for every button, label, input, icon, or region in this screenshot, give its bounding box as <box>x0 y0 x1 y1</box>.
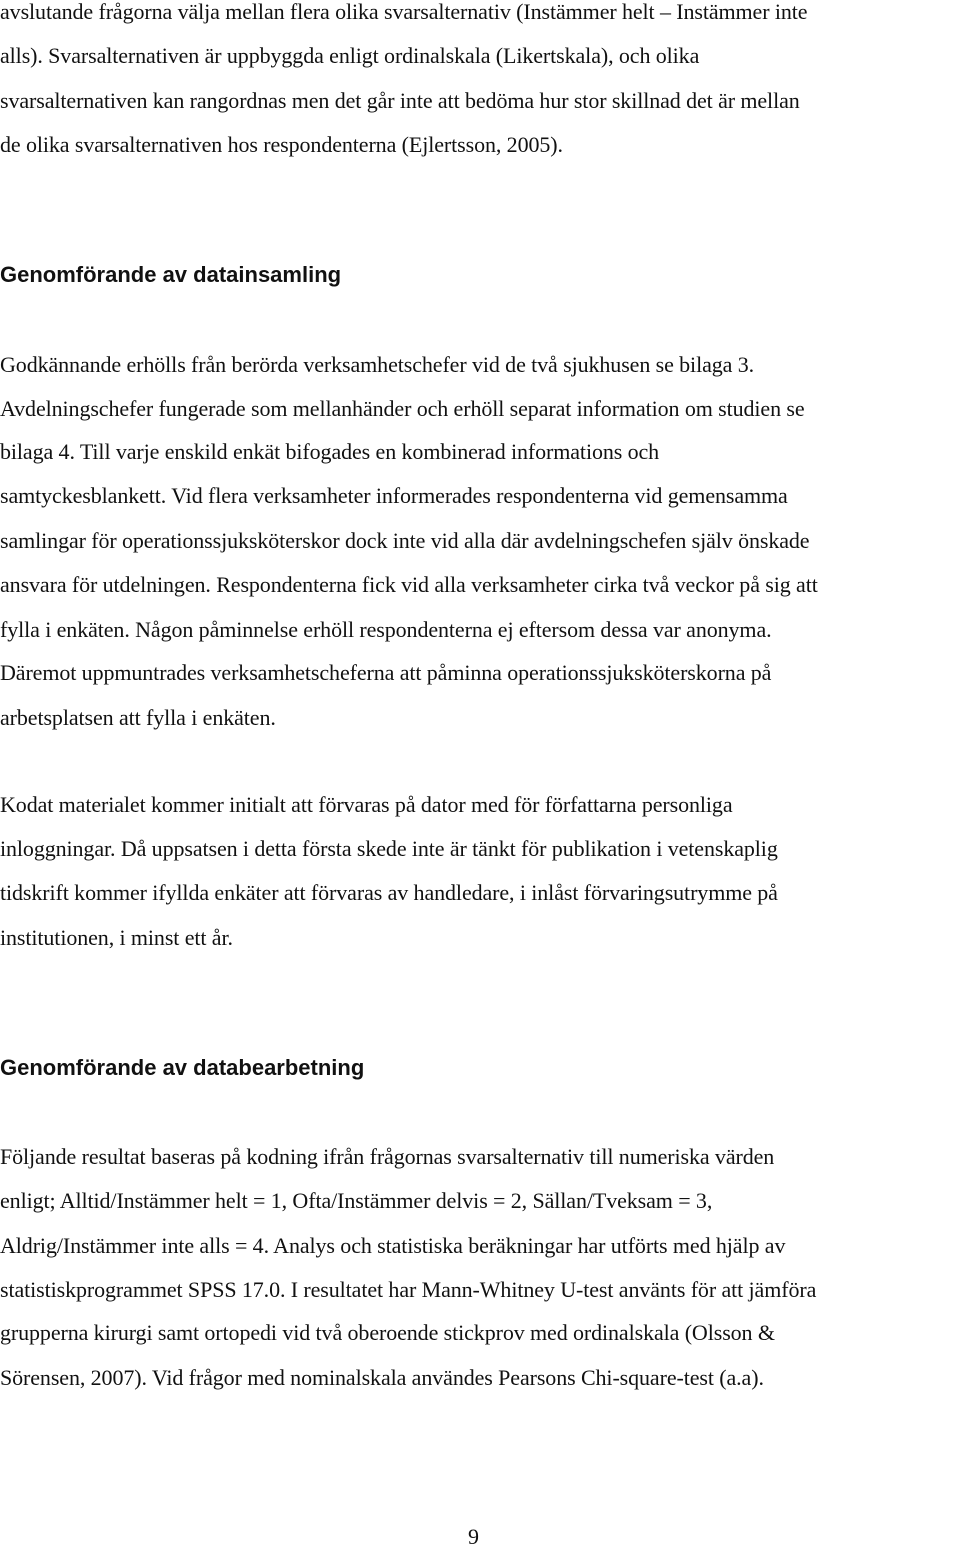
text-line: Sörensen, 2007). Vid frågor med nominalskala användes Pearsons Chi-square-test (a.a). <box>0 1365 764 1390</box>
text-line: alls). Svarsalternativen är uppbyggda enligt ordinalskala (Likertskala), och olika <box>0 43 700 68</box>
section-heading-databearbetning: Genomförande av databearbetning <box>0 1055 365 1080</box>
text-line: de olika svarsalternativen hos respondenterna (Ejlertsson, 2005). <box>0 132 563 157</box>
text-line: samtyckesblankett. Vid flera verksamheter informerades respondenterna vid gemensamma <box>0 483 788 508</box>
text-line: grupperna kirurgi samt ortopedi vid två oberoende stickprov med ordinalskala (Olsson & <box>0 1320 775 1345</box>
text-line: enligt; Alltid/Instämmer helt = 1, Ofta/Instämmer delvis = 2, Sällan/Tveksam = 3, <box>0 1188 713 1213</box>
text-line: ansvara för utdelningen. Respondenterna fick vid alla verksamheter cirka två veckor på sig att <box>0 572 818 597</box>
text-line: Avdelningschefer fungerade som mellanhänder och erhöll separat information om studien se <box>0 396 805 421</box>
text-line: Kodat materialet kommer initialt att förvaras på dator med för författarna personliga <box>0 792 733 817</box>
text-line: Följande resultat baseras på kodning ifrån frågornas svarsalternativ till numeriska värden <box>0 1144 775 1169</box>
text-line: arbetsplatsen att fylla i enkäten. <box>0 705 276 730</box>
text-line: statistiskprogrammet SPSS 17.0. I resultatet har Mann-Whitney U-test använts för att jämföra <box>0 1277 817 1302</box>
text-line: bilaga 4. Till varje enskild enkät bifogades en kombinerad informations och <box>0 439 660 464</box>
text-line: Däremot uppmuntrades verksamhetscheferna att påminna operationssjuksköterskorna på <box>0 660 772 685</box>
text-line: samlingar för operationssjuksköterskor dock inte vid alla där avdelningschefen själv önskade <box>0 528 810 553</box>
text-line: svarsalternativen kan rangordnas men det går inte att bedöma hur stor skillnad det är mellan <box>0 88 800 113</box>
text-line: Godkännande erhölls från berörda verksamhetschefer vid de två sjukhusen se bilaga 3. <box>0 352 755 377</box>
section-heading-datainsamling: Genomförande av datainsamling <box>0 262 342 287</box>
text-line: inloggningar. Då uppsatsen i detta första skede inte är tänkt för publikation i vetenskaplig <box>0 836 778 861</box>
text-line: institutionen, i minst ett år. <box>0 925 233 950</box>
text-line: fylla i enkäten. Någon påminnelse erhöll respondenterna ej eftersom dessa var anonyma. <box>0 617 772 642</box>
text-line: Aldrig/Instämmer inte alls = 4. Analys och statistiska beräkningar har utförts med hjälp av <box>0 1233 786 1258</box>
text-line: tidskrift kommer ifyllda enkäter att förvaras av handledare, i inlåst förvaringsutrymme på <box>0 880 778 905</box>
page-number: 9 <box>468 1524 479 1549</box>
text-line: avslutande frågorna välja mellan flera olika svarsalternativ (Instämmer helt – Instämmer inte <box>0 0 808 24</box>
